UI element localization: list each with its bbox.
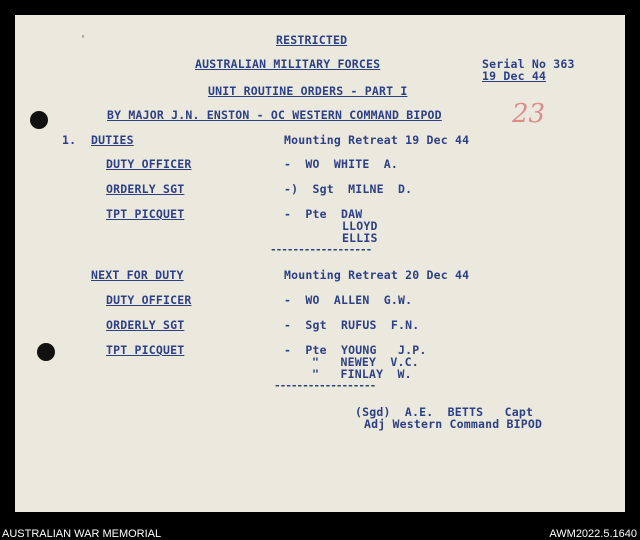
classification: RESTRICTED	[276, 33, 348, 47]
next-duty-heading: NEXT FOR DUTY	[91, 268, 184, 282]
separator: ------------------	[270, 243, 372, 256]
orderly-sgt-value: -) Sgt MILNE D.	[284, 182, 413, 196]
duty-officer-value: - WO WHITE A.	[284, 157, 398, 171]
item-number: 1.	[62, 133, 77, 147]
tpt-picquet-label: TPT PICQUET	[106, 207, 185, 221]
orderly-sgt-value: - Sgt RUFUS F.N.	[284, 318, 420, 332]
picquet-line: " FINLAY W.	[312, 367, 412, 381]
signature: (Sgd) A.E. BETTS Capt	[355, 405, 534, 419]
picquet-name: ELLIS	[342, 231, 378, 245]
duties-mounting: Mounting Retreat 19 Dec 44	[284, 133, 470, 147]
footer-left: AUSTRALIAN WAR MEMORIAL	[2, 528, 162, 540]
tpt-picquet-value: - Pte DAW	[284, 207, 363, 221]
serial-number: Serial No 363	[482, 57, 575, 71]
punch-hole-bottom	[37, 343, 55, 361]
orderly-sgt-label: ORDERLY SGT	[106, 318, 185, 332]
next-mounting: Mounting Retreat 20 Dec 44	[284, 268, 470, 282]
duty-officer-value: - WO ALLEN G.W.	[284, 293, 413, 307]
signature-title: Adj Western Command BIPOD	[364, 417, 543, 431]
handwritten-number: 23	[512, 99, 546, 129]
authority-line: BY MAJOR J.N. ENSTON - OC WESTERN COMMAND BIPOD	[107, 108, 442, 122]
organisation-heading: AUSTRALIAN MILITARY FORCES	[195, 57, 381, 71]
separator: ------------------	[274, 379, 376, 392]
document-title: UNIT ROUTINE ORDERS - PART I	[208, 84, 408, 98]
picquet-name: LLOYD	[342, 219, 378, 233]
duty-officer-label: DUTY OFFICER	[106, 157, 192, 171]
footer-right: AWM2022.5.1640	[549, 528, 637, 540]
orderly-sgt-label: ORDERLY SGT	[106, 182, 185, 196]
pencil-mark: '	[80, 34, 87, 45]
picquet-line: " NEWEY V.C.	[312, 355, 419, 369]
tpt-picquet-value: - Pte YOUNG J.P.	[284, 343, 427, 357]
punch-hole-top	[30, 111, 48, 129]
duties-heading: DUTIES	[91, 133, 134, 147]
order-date: 19 Dec 44	[482, 69, 547, 83]
tpt-picquet-label: TPT PICQUET	[106, 343, 185, 357]
duty-officer-label: DUTY OFFICER	[106, 293, 192, 307]
